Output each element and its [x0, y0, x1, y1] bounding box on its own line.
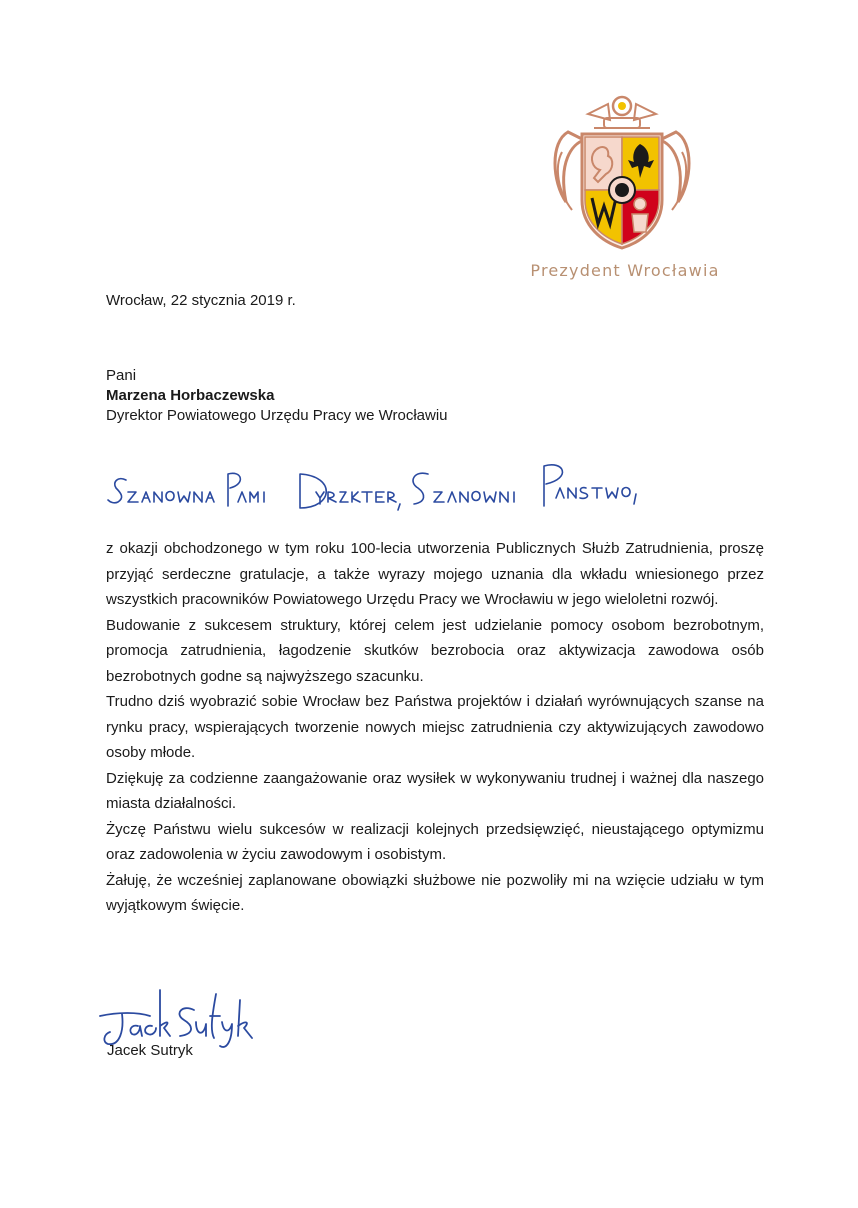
body-paragraph: z okazji obchodzonego w tym roku 100-lecia utworzenia Publicznych Służb Zatrudnienia, proszę przyjąć serdeczne gratulacje, a także wyrazy mojego uznania dla wkładu wniesionego przez wszystkich pracowników Powiatowego Urzędu Pracy we Wrocławiu w jego wieloletni rozwój.	[106, 540, 764, 608]
body-paragraph: Trudno dziś wyobrazić sobie Wrocław bez Państwa projektów i działań wyrównujących szanse na rynku pracy, wspierających tworzenie nowych miejsc zatrudnienia czy aktywizujących zawodowo osoby młode.	[106, 693, 764, 761]
addressee-title: Dyrektor Powiatowego Urzędu Pracy we Wrocławiu	[106, 407, 448, 424]
body-paragraph: Dziękuję za codzienne zaangażowanie oraz wysiłek w wykonywaniu trudnej i ważnej dla naszego miasta działalności.	[106, 769, 764, 812]
addressee-name: Marzena Horbaczewska	[106, 387, 275, 404]
addressee-block	[106, 366, 448, 426]
signer-name: Jacek Sutryk	[107, 1042, 193, 1059]
handwritten-salutation	[104, 458, 664, 520]
wroclaw-coat-of-arms-icon	[548, 92, 696, 252]
office-title: Prezydent Wrocławia	[530, 261, 720, 280]
body-paragraph: Żałuję, że wcześniej zaplanowane obowiązki służbowe nie pozwoliły mi na wzięcie udziału w tym wyjątkowym święcie.	[106, 871, 764, 914]
addressee-prefix: Pani	[106, 367, 137, 384]
letter-body	[106, 536, 764, 919]
date-line: Wrocław, 22 stycznia 2019 r.	[106, 292, 296, 309]
body-paragraph: Budowanie z sukcesem struktury, której celem jest udzielanie pomocy osobom bezrobotnym, promocja zatrudnienia, łagodzenie skutków bezrobocia oraz aktywizacja zawodowa osób bezrobotnych godne są najwyższego szacunku.	[106, 616, 764, 685]
body-paragraph: Życzę Państwu wielu sukcesów w realizacji kolejnych przedsięwzięć, nieustającego optymizmu oraz zadowolenia w życiu zawodowym i osobistym.	[106, 820, 764, 863]
